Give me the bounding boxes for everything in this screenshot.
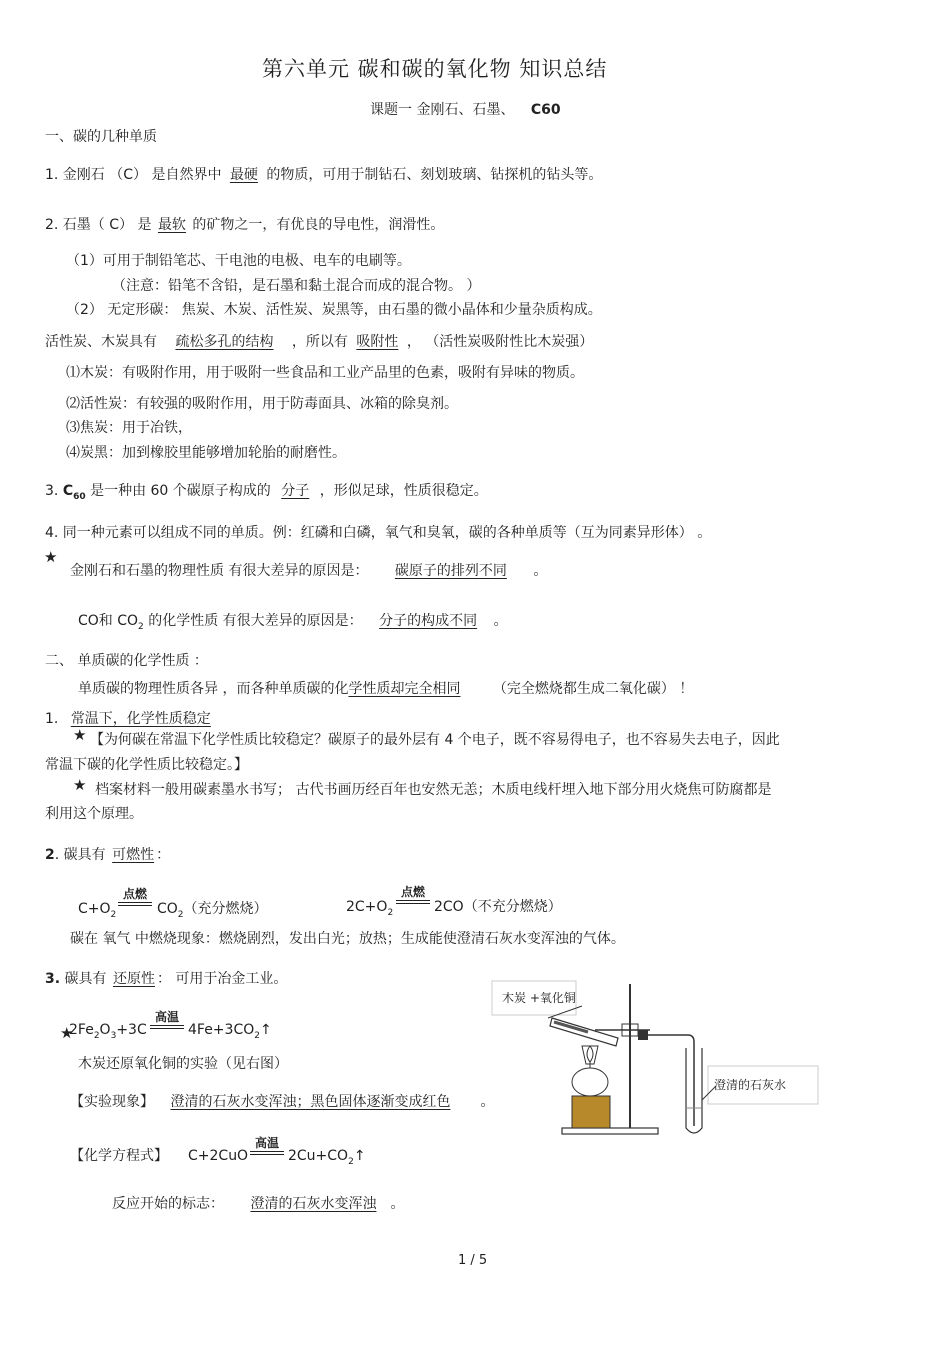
stand-base (562, 1128, 658, 1134)
text: 【实验现象】 (70, 1094, 154, 1110)
subscript: 2 (93, 1030, 100, 1041)
equation-copper-product (288, 1147, 366, 1171)
text: （不充分燃烧） (463, 899, 562, 915)
text: . 碳具有 (54, 847, 106, 863)
text: ，形似足球，性质很稳定。 (319, 483, 488, 499)
equation-iron-product (188, 1021, 272, 1045)
arrow-line (150, 1025, 184, 1026)
text: （完全燃烧都生成二氧化碳） ！ (492, 681, 694, 697)
arrow-line (118, 905, 152, 906)
condition-label: 高温 (154, 1010, 179, 1024)
text: CO (157, 901, 178, 917)
text: 活性炭、木炭具有 (45, 334, 157, 350)
figure-label-reactants: 木炭 +氧化铜 (502, 991, 576, 1005)
subscript: 2 (177, 909, 184, 920)
arrow-line (250, 1154, 284, 1155)
text: ： 可用于冶金工业。 (156, 971, 288, 987)
blank-answer: 澄清的石灰水变浑浊 (250, 1196, 377, 1212)
text: 2Cu+CO (288, 1148, 349, 1164)
para-allotrope: 4. 同一种元素可以组成不同的单质。例：红磷和白磷，氧气和臭氧，碳的各种单质等（互为同素异形体） 。 (45, 525, 712, 541)
text: 的化学性质 有很大差异的原因是： (148, 613, 363, 629)
text: 单质碳的物理性质各异 ，而各种单质碳的化 (78, 681, 349, 697)
equation-iron (69, 1021, 147, 1045)
equation-full-product (157, 900, 268, 924)
experiment-ref: 木炭还原氧化铜的实验（见右图） (78, 1056, 288, 1072)
equation-label: 【化学方程式】 (70, 1148, 168, 1164)
equation-copper: C+2CuO (188, 1148, 249, 1164)
section-subtitle (370, 101, 561, 119)
equation-partial-product (434, 898, 562, 916)
para-reducing (45, 970, 287, 988)
arrow-line (396, 903, 430, 904)
arrow-line (396, 900, 430, 901)
text: 1. 金刚石 （C） 是自然界中 (45, 167, 222, 183)
text: C+O (78, 901, 111, 917)
page-number: 1 / 5 (458, 1253, 488, 1268)
subscript: 2 (138, 621, 144, 632)
text: ，所以有 (291, 334, 348, 350)
blank-answer: 分子 (281, 483, 310, 499)
list-item: ⑵活性炭：有较强的吸附作用，用于防毒面具、冰箱的除臭剂。 (66, 396, 458, 412)
list-item: ⑷炭黑：加到橡胶里能够增加轮胎的耐磨性。 (66, 445, 346, 461)
text: 3. (45, 971, 61, 987)
blank-answer: 疏松多孔的结构 (175, 334, 274, 350)
subscript: 3 (110, 1030, 117, 1041)
experiment-phenomenon (70, 1093, 494, 1111)
text: 金刚石和石墨的物理性质 有很大差异的原因是： (70, 563, 369, 579)
blank-answer: 还原性 (112, 971, 155, 987)
text: 。 (480, 1094, 495, 1110)
graphite-note: （注意：铅笔不含铅，是石墨和黏土混合而成的混合物。 ） (112, 278, 481, 294)
blank-answer: 最软 (157, 217, 186, 233)
reaction-start (112, 1195, 404, 1213)
para-diamond (45, 166, 602, 184)
blank-answer: 澄清的石灰水变浑浊；黑色固体逐渐变成红色 (170, 1094, 451, 1110)
subscript: 2 (110, 909, 117, 920)
reaction-arrow (396, 885, 430, 907)
reaction-arrow (118, 887, 152, 909)
gas-arrow: ↑ (353, 1148, 366, 1164)
blank-answer: 吸附性 (356, 334, 399, 350)
text: 4Fe+3CO (188, 1022, 255, 1038)
arrow-line (250, 1151, 284, 1152)
delivery-tube (648, 1035, 694, 1126)
alcohol-lamp (572, 1068, 608, 1096)
text: C (62, 483, 74, 499)
subscript: 2 (254, 1030, 260, 1041)
page-title: 第六单元 碳和碳的氧化物 知识总结 (262, 57, 608, 81)
text: 2CO (434, 899, 464, 915)
text: 3. (45, 483, 59, 499)
text: 反应开始的标志： (112, 1196, 224, 1212)
arrow-line (150, 1028, 184, 1029)
graphite-use: （1）可用于制铅笔芯、干电池的电极、电车的电刷等。 (66, 253, 411, 269)
subscript: 2 (387, 907, 394, 918)
figure-label-limewater: 澄清的石灰水 (714, 1078, 787, 1092)
equation-full-combustion (78, 900, 116, 924)
archive-2: 利用这个原理。 (45, 806, 143, 822)
text: 。 (533, 563, 548, 579)
text: 2C+O (346, 899, 388, 915)
star-icon: ★ (73, 776, 87, 794)
section-2-intro (78, 680, 693, 698)
burn-phenomenon: 碳在 氧气 中燃烧现象：燃烧剧烈，发出白光；放热；生成能使澄清石灰水变浑浊的气体。 (70, 931, 625, 947)
condition-label: 点燃 (400, 885, 425, 899)
blank-answer: 可燃性 (112, 847, 155, 863)
text: 的物质，可用于制钻石、刻划玻璃、钻探机的钻头等。 (266, 167, 603, 183)
experiment-figure (490, 978, 830, 1144)
text: +3C (116, 1022, 147, 1038)
text: 2. 石墨（ C） 是 (45, 217, 152, 233)
para-co-diff (78, 612, 508, 636)
stopper (638, 1030, 648, 1040)
para-c60 (45, 482, 488, 506)
text: 2Fe (69, 1022, 94, 1038)
text: 是一种由 60 个碳原子构成的 (90, 483, 271, 499)
text: O (99, 1022, 111, 1038)
star-icon: ★ (60, 1024, 74, 1042)
gas-arrow: ↑ (259, 1022, 272, 1038)
flame (587, 1046, 593, 1062)
subscript: 2 (348, 1156, 354, 1167)
condition-label: 点燃 (122, 887, 147, 901)
equation-partial-combustion (346, 898, 393, 922)
arrow-line (118, 902, 152, 903)
para-graphite (45, 216, 444, 234)
text: 的矿物之一，有优良的导电性，润滑性。 (192, 217, 445, 233)
text: 。 (493, 613, 508, 629)
text: 1. (45, 711, 59, 727)
blank-answer: 最硬 (229, 167, 258, 183)
list-item: ⑶焦炭：用于冶铁， (66, 420, 192, 436)
star-icon: ★ (44, 548, 58, 566)
text: 2 (45, 847, 55, 863)
section-2-heading: 二、 单质碳的化学性质 ： (45, 653, 208, 669)
para-activated-carbon (45, 333, 593, 351)
text: 碳具有 (64, 971, 107, 987)
condition-label: 高温 (254, 1136, 279, 1150)
list-item: ⑴木炭：有吸附作用，用于吸附一些食品和工业产品里的色素，吸附有异味的物质。 (66, 365, 584, 381)
amorphous-carbon: （2） 无定形碳： 焦炭、木炭、活性炭、炭黑等，由石墨的微小晶体和少量杂质构成。 (66, 302, 602, 318)
section-1-heading: 一、碳的几种单质 (45, 129, 157, 145)
text: （充分燃烧） (183, 901, 268, 917)
reaction-arrow (150, 1010, 184, 1032)
reaction-arrow (250, 1136, 284, 1158)
subscript: 60 (73, 491, 86, 502)
archive-1: 档案材料一般用碳素墨水书写； 古代书画历经百年也安然无恙；木质电线杆埋入地下部分用火烧焦可防腐都是 (95, 782, 772, 798)
para-combustible (45, 846, 170, 864)
subtitle-text: 课题一 金刚石、石墨、 (370, 102, 515, 118)
blank-answer: 常温下，化学性质稳定 (70, 711, 211, 727)
para-stable (45, 710, 219, 728)
blank-answer: 分子的构成不同 (379, 613, 478, 629)
text: ， （活性炭吸附性比木炭强） (406, 334, 594, 350)
text: ： (156, 847, 171, 863)
text: 。 (390, 1196, 405, 1212)
star-icon: ★ (73, 726, 87, 744)
why-stable-1: 【为何碳在常温下化学性质比较稳定？碳原子的最外层有 4 个电子，既不容易得电子，也不容易失去电子，因此 (90, 732, 780, 748)
subtitle-c60: C60 (530, 102, 561, 118)
blank-answer: 碳原子的排列不同 (394, 563, 507, 579)
blank-answer: 学性质却完全相同 (348, 681, 461, 697)
why-stable-2: 常温下碳的化学性质比较稳定。】 (45, 757, 248, 773)
para-diff (70, 562, 547, 580)
wooden-block (572, 1096, 610, 1128)
text: CO和 CO (78, 613, 139, 629)
